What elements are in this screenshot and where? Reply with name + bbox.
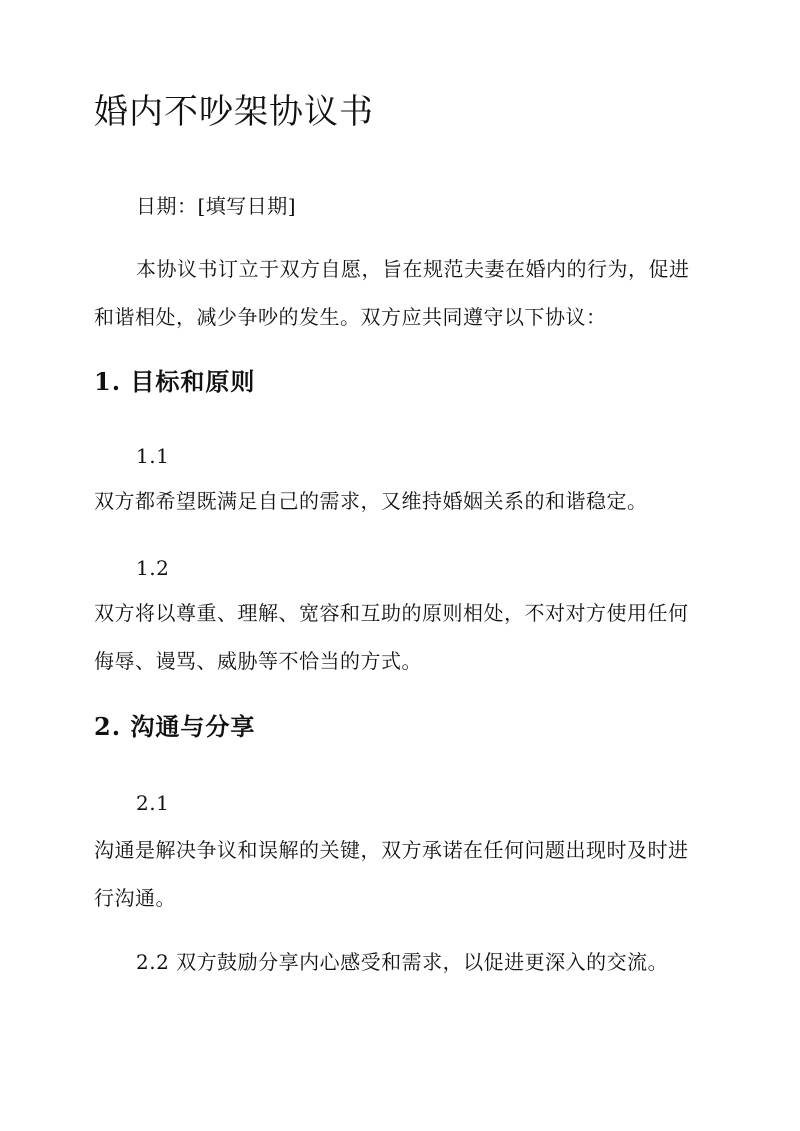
clause-2-2: 2.2 双方鼓励分享内心感受和需求，以促进更深入的交流。: [136, 950, 669, 974]
section-heading-2: 2. 沟通与分享: [94, 712, 256, 741]
clause-text-1-2-line-2: 侮辱、谩骂、威胁等不恰当的方式。: [94, 649, 422, 673]
clause-text-2-1-line-1: 沟通是解决争议和误解的关键，双方承诺在任何问题出现时及时进: [94, 838, 689, 862]
date-line: 日期：[填写日期]: [136, 194, 297, 218]
clause-number-1-1: 1.1: [136, 444, 170, 468]
document-title: 婚内不吵架协议书: [94, 92, 374, 132]
intro-line-2: 和谐相处，减少争吵的发生。双方应共同遵守以下协议：: [94, 305, 607, 329]
section-heading-1: 1. 目标和原则: [94, 367, 256, 396]
clause-number-2-1: 2.1: [136, 791, 170, 815]
clause-text-2-1-line-2: 行沟通。: [94, 886, 176, 910]
clause-text-1-1: 双方都希望既满足自己的需求，又维持婚姻关系的和谐稳定。: [94, 489, 648, 513]
intro-line-1: 本协议书订立于双方自愿，旨在规范夫妻在婚内的行为，促进: [136, 257, 690, 281]
clause-number-1-2: 1.2: [136, 556, 170, 580]
clause-text-1-2-line-1: 双方将以尊重、理解、宽容和互助的原则相处，不对对方使用任何: [94, 601, 689, 625]
